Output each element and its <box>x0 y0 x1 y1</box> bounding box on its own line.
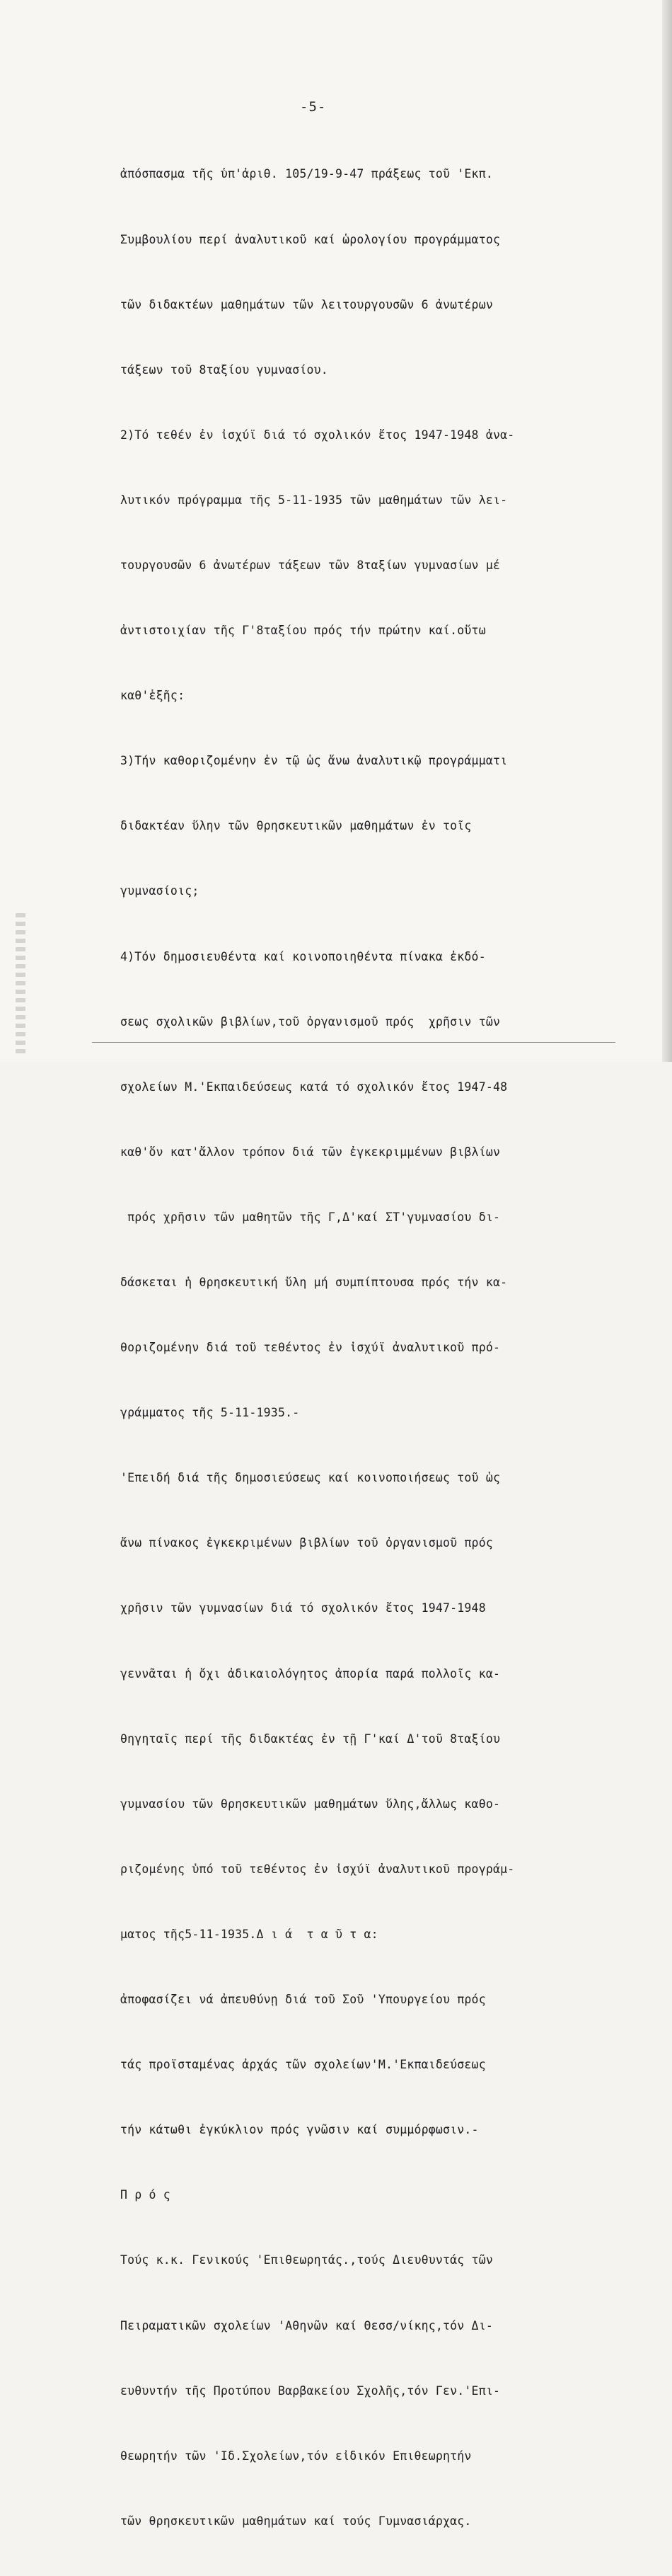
text-line: θεωρητήν τῶν 'Ιδ.Σχολείων,τόν εἰδικόν Επιθεωρητήν <box>120 2449 472 2463</box>
text-line: γεννᾶται ἡ ὄχι ἀδικαιολόγητος ἀπορία παρά πολλοῖς κα- <box>120 1666 501 1681</box>
text-line: γυμνασίοις; <box>120 884 199 898</box>
text-line: ευθυντήν τῆς Προτύπου Βαρβακείου Σχολῆς,τόν Γεν.'Επι- <box>120 2383 501 2398</box>
text-line: διδακτέαν ὕλην τῶν θρησκευτικῶν μαθημάτων ἐν τοῖς <box>120 819 472 833</box>
text-line: καθ'ὅν κατ'ἄλλον τρόπον διά τῶν ἐγκεκριμμένων βιβλίων <box>120 1145 501 1159</box>
text-line: λυτικόν πρόγραμμα τῆς 5-11-1935 τῶν μαθημάτων τῶν λει- <box>120 493 508 507</box>
text-line: πρός χρῆσιν τῶν μαθητῶν τῆς Γ,Δ'καί ΣΤ'γυμνασίου δι- <box>120 1210 501 1224</box>
text-line: τήν κάτωθι ἐγκύκλιον πρός γνῶσιν καί συμμόρφωσιν.- <box>120 2123 479 2137</box>
text-line: τάξεων τοῦ 8ταξίου γυμνασίου. <box>120 362 328 377</box>
text-line: ἄνω πίνακος ἐγκεκριμένων βιβλίων τοῦ ὀργανισμοῦ πρός <box>120 1536 493 1550</box>
text-line: γράμματος τῆς 5-11-1935.- <box>120 1406 300 1420</box>
page-number: -5- <box>300 99 327 115</box>
text-line: Πειραματικῶν σχολείων 'Αθηνῶν καί Θεσσ/νίκης,τόν Δι- <box>120 2318 493 2332</box>
text-line: 'Επειδή διά τῆς δημοσιεύσεως καί κοινοποιήσεως τοῦ ὡς <box>120 1471 501 1485</box>
text-line: θηγηταῖς περί τῆς διδακτέας ἐν τῇ Γ'καί Δ'τοῦ 8ταξίου <box>120 1731 501 1746</box>
text-line: ματος τῆς5-11-1935.Δ ι ά τ α ῦ τ α: <box>120 1927 378 1941</box>
text-line: καθ'ἑξῆς: <box>120 689 185 703</box>
text-line: ριζομένης ὑπό τοῦ τεθέντος ἐν ἰσχύϊ ἀναλυτικοῦ προγράμ- <box>120 1862 515 1876</box>
text-line: Τούς κ.κ. Γενικούς 'Επιθεωρητάς.,τούς Διευθυντάς τῶν <box>120 2253 493 2267</box>
text-line: τάς προϊσταμένας ἀρχάς τῶν σχολείων'Μ.'Εκπαιδεύσεως <box>120 2058 486 2072</box>
text-line: τῶν διδακτέων μαθημάτων τῶν λειτουργουσῶν 6 ἀνωτέρων <box>120 297 493 311</box>
text-line: 3)Τήν καθοριζομένην ἐν τῷ ὡς ἄνω ἀναλυτικῷ προγράμματι <box>120 754 508 768</box>
text-line: ἀπόσπασμα τῆς ὑπ'ἀριθ. 105/19-9-47 πράξεως τοῦ 'Εκπ. <box>120 167 493 181</box>
page-edge-shadow <box>662 0 672 1062</box>
text-line: σεως σχολικῶν βιβλίων,τοῦ ὀργανισμοῦ πρός χρῆσιν τῶν <box>120 1014 501 1029</box>
text-line: σχολείων Μ.'Εκπαιδεύσεως κατά τό σχολικόν ἔτος 1947-48 <box>120 1080 508 1094</box>
text-line: Συμβουλίου περί ἀναλυτικοῦ καί ὡρολογίου προγράμματος <box>120 232 501 246</box>
text-line: 4)Τόν δημοσιευθέντα καί κοινοποιηθέντα πίνακα ἐκδό- <box>120 949 486 963</box>
text-line: δάσκεται ἡ θρησκευτική ὕλη μή συμπίπτουσα πρός τήν κα- <box>120 1276 508 1289</box>
text-line: ἀποφασίζει νά ἀπευθύνῃ διά τοῦ Σοῦ 'Υπουργείου πρός <box>120 1993 486 2007</box>
typed-body-text <box>120 120 644 2576</box>
text-line: γυμνασίου τῶν θρησκευτικῶν μαθημάτων ὕλης,ἄλλως καθο- <box>120 1797 501 1811</box>
bottom-rule <box>92 1042 615 1043</box>
text-line: Π ρ ό ς <box>120 2188 170 2202</box>
text-line: 2)Τό τεθέν ἐν ἰσχύϊ διά τό σχολικόν ἔτος 1947-1948 ἀνα- <box>120 428 515 442</box>
text-line: ἀντιστοιχίαν τῆς Γ'8ταξίου πρός τήν πρώτην καί.οὕτω <box>120 624 486 638</box>
text-line: χρῆσιν τῶν γυμνασίων διά τό σχολικόν ἔτος 1947-1948 <box>120 1601 486 1615</box>
margin-stamp-mark <box>16 913 25 1055</box>
text-line: θοριζομένην διά τοῦ τεθέντος ἐν ἰσχύϊ ἀναλυτικοῦ πρό- <box>120 1341 501 1355</box>
text-line: τουργουσῶν 6 ἀνωτέρων τάξεων τῶν 8ταξίων γυμνασίων μέ <box>120 558 501 572</box>
text-line: τῶν θρησκευτικῶν μαθημάτων καί τούς Γυμνασιάρχας. <box>120 2514 472 2528</box>
